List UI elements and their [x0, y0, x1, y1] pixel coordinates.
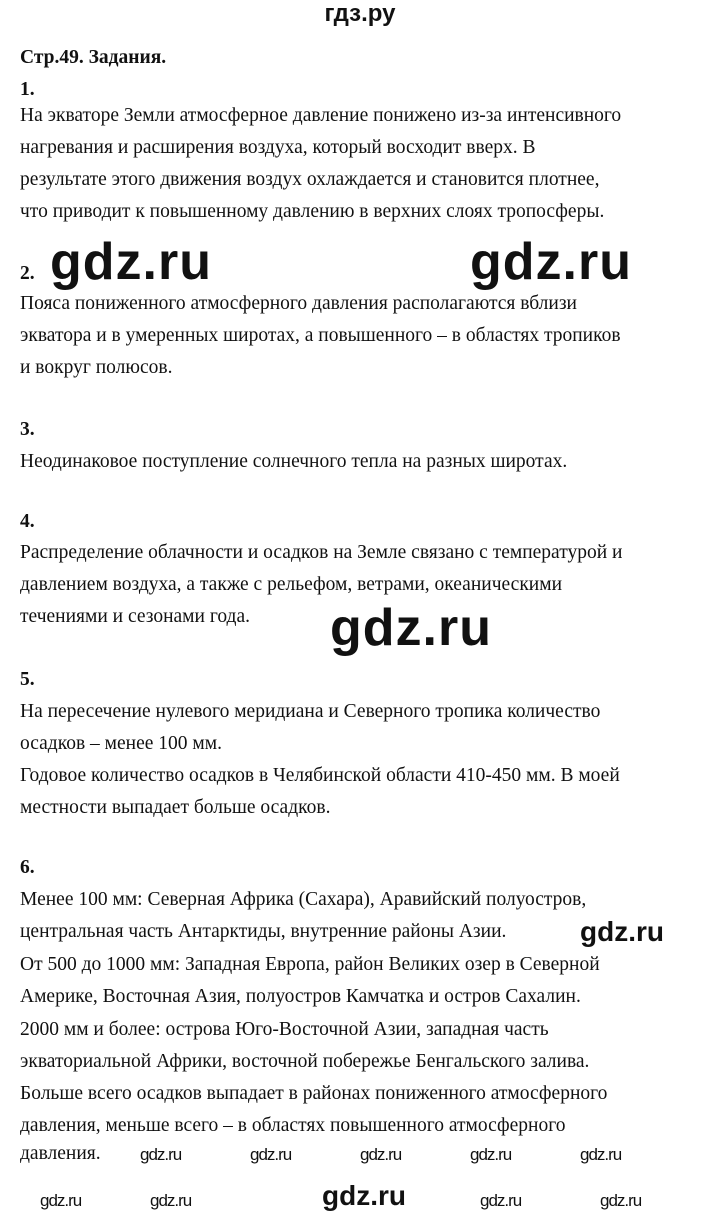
answer-line: Распределение облачности и осадков на Земле связано с температурой и	[20, 542, 623, 563]
answer-line: На пересечение нулевого меридиана и Северного тропика количество	[20, 701, 601, 722]
answer-line: Неодинаковое поступление солнечного тепла на разных широтах.	[20, 451, 568, 472]
answer-line: Америке, Восточная Азия, полуостров Камчатка и остров Сахалин.	[20, 986, 581, 1007]
answer-line: давлением воздуха, а также с рельефом, ветрами, океаническими	[20, 574, 563, 595]
task-number: 5.	[20, 669, 35, 690]
task-number: 6.	[20, 857, 35, 878]
answer-line: Больше всего осадков выпадает в районах пониженного атмосферного	[20, 1083, 608, 1104]
gdz-watermark: gdz.ru	[360, 1145, 402, 1164]
answer-line: давления, меньше всего – в областях повышенного атмосферного	[20, 1115, 566, 1136]
gdz-watermark: gdz.ru	[600, 1191, 642, 1210]
answer-line: центральная часть Антарктиды, внутренние районы Азии.	[20, 921, 507, 942]
page-heading: Стр.49. Задания.	[20, 47, 167, 68]
answer-line: течениями и сезонами года.	[20, 606, 250, 627]
task-number: 2.	[20, 263, 35, 284]
gdz-watermark: gdz.ru	[480, 1191, 522, 1210]
answer-line: давления.	[20, 1143, 101, 1164]
gdz-watermark: gdz.ru	[580, 916, 664, 947]
gdz-watermark: gdz.ru	[50, 233, 212, 291]
gdz-watermark: gdz.ru	[580, 1145, 622, 1164]
task-number: 1.	[20, 79, 35, 100]
answer-line: На экваторе Земли атмосферное давление понижено из-за интенсивного	[20, 105, 622, 126]
answer-line: экватора и в умеренных широтах, а повышенного – в областях тропиков	[20, 325, 621, 346]
answer-line: осадков – менее 100 мм.	[20, 733, 222, 754]
site-title: гдз.ру	[324, 0, 396, 27]
gdz-watermark: gdz.ru	[330, 599, 492, 657]
answer-line: и вокруг полюсов.	[20, 357, 173, 378]
gdz-watermark: gdz.ru	[470, 1145, 512, 1164]
gdz-watermark: gdz.ru	[250, 1145, 292, 1164]
gdz-watermark: gdz.ru	[150, 1191, 192, 1210]
answer-line: 2000 мм и более: острова Юго-Восточной Азии, западная часть	[20, 1019, 549, 1040]
answer-line: От 500 до 1000 мм: Западная Европа, район Великих озер в Северной	[20, 954, 600, 975]
answer-line: Годовое количество осадков в Челябинской области 410-450 мм. В моей	[20, 765, 620, 786]
answer-line: Менее 100 мм: Северная Африка (Сахара), Аравийский полуостров,	[20, 889, 587, 910]
task-number: 4.	[20, 511, 35, 532]
answer-line: Пояса пониженного атмосферного давления располагаются вблизи	[20, 293, 577, 314]
answer-line: нагревания и расширения воздуха, который восходит вверх. В	[20, 137, 536, 158]
gdz-watermark: gdz.ru	[322, 1180, 406, 1211]
answer-line: результате этого движения воздух охлаждается и становится плотнее,	[20, 169, 600, 190]
gdz-watermark: gdz.ru	[40, 1191, 82, 1210]
task-number: 3.	[20, 419, 35, 440]
gdz-watermark: gdz.ru	[470, 233, 632, 291]
answer-line: экваториальной Африки, восточной побережье Бенгальского залива.	[20, 1051, 590, 1072]
answer-line: что приводит к повышенному давлению в верхних слоях тропосферы.	[20, 201, 605, 222]
answer-line: местности выпадает больше осадков.	[20, 797, 331, 818]
gdz-watermark: gdz.ru	[140, 1145, 182, 1164]
